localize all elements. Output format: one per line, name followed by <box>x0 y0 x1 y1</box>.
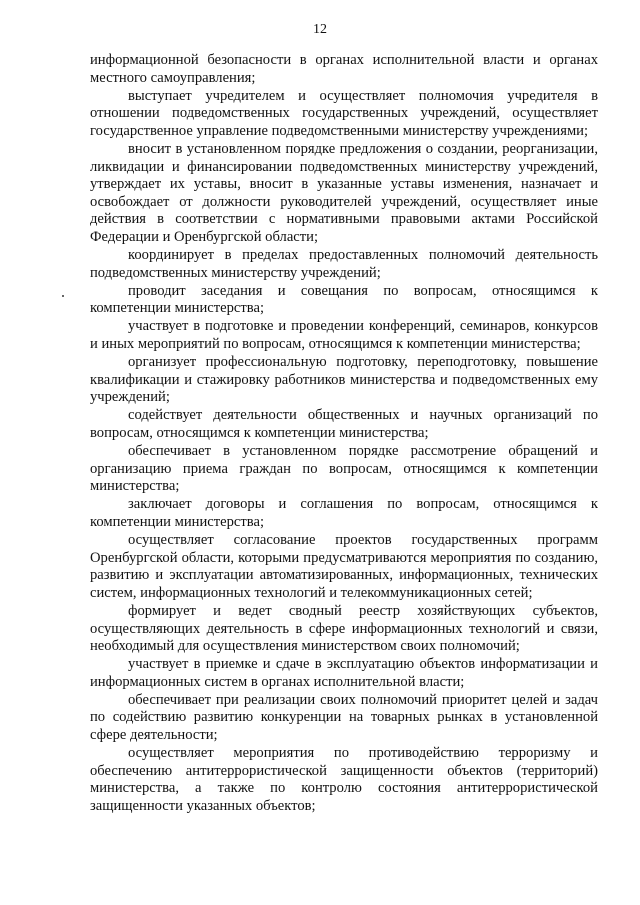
paragraph: осуществляет мероприятия по противодействию терроризму и обеспечению антитеррористической защищенности объектов (территорий) министерства, а также по контролю состояния антитеррористической защищенности указанных объектов; <box>90 745 598 814</box>
paragraph: заключает договоры и соглашения по вопросам, относящимся к компетенции министерства; <box>90 496 598 530</box>
document-body <box>90 52 598 816</box>
paragraph: содействует деятельности общественных и научных организаций по вопросам, относящимся к компетенции министерства; <box>90 407 598 441</box>
paragraph: осуществляет согласование проектов государственных программ Оренбургской области, которыми предусматриваются мероприятия по созданию, развитию и эксплуатации автоматизированных, информационных, технических систем, информационных технологий и телекоммуникационных сетей; <box>90 532 598 601</box>
paragraph: участвует в приемке и сдаче в эксплуатацию объектов информатизации и информационных систем в органах исполнительной власти; <box>90 656 598 690</box>
paragraph: участвует в подготовке и проведении конференций, семинаров, конкурсов и иных мероприятий по вопросам, относящимся к компетенции министерства; <box>90 318 598 352</box>
paragraph: обеспечивает в установленном порядке рассмотрение обращений и организацию приема граждан по вопросам, относящимся к компетенции министерства; <box>90 443 598 495</box>
paragraph: выступает учредителем и осуществляет полномочия учредителя в отношении подведомственных государственных учреждений, осуществляет государственное управление подведомственными министерству учреждениями; <box>90 87 598 139</box>
page-number: 12 <box>313 22 327 37</box>
paragraph: организует профессиональную подготовку, переподготовку, повышение квалификации и стажировку работников министерства и подведомственных ему учреждений; <box>90 354 598 406</box>
paragraph: формирует и ведет сводный реестр хозяйствующих субъектов, осуществляющих деятельность в сфере информационных технологий и связи, необходимый для осуществления министерством своих полномочий; <box>90 602 598 655</box>
scan-speck <box>62 295 64 297</box>
paragraph-continuation: информационной безопасности в органах исполнительной власти и органах местного самоуправления; <box>90 52 598 86</box>
paragraph: обеспечивает при реализации своих полномочий приоритет целей и задач по содействию развитию конкуренции на товарных рынках в установленной сфере деятельности; <box>90 691 598 744</box>
paragraph: координирует в пределах предоставленных полномочий деятельность подведомственных министерству учреждений; <box>90 247 598 281</box>
paragraph: проводит заседания и совещания по вопросам, относящимся к компетенции министерства; <box>90 282 598 317</box>
paragraph: вносит в установленном порядке предложения о создании, реорганизации, ликвидации и финансировании подведомственных министерству учреждений, утверждает их уставы, вносит в указанные уставы изменения, назначает и освобождает от должности руководителей учреждений, осуществляет иные действия в соответствии с нормативными правовыми актами Российской Федерации и Оренбургской области; <box>90 140 598 245</box>
